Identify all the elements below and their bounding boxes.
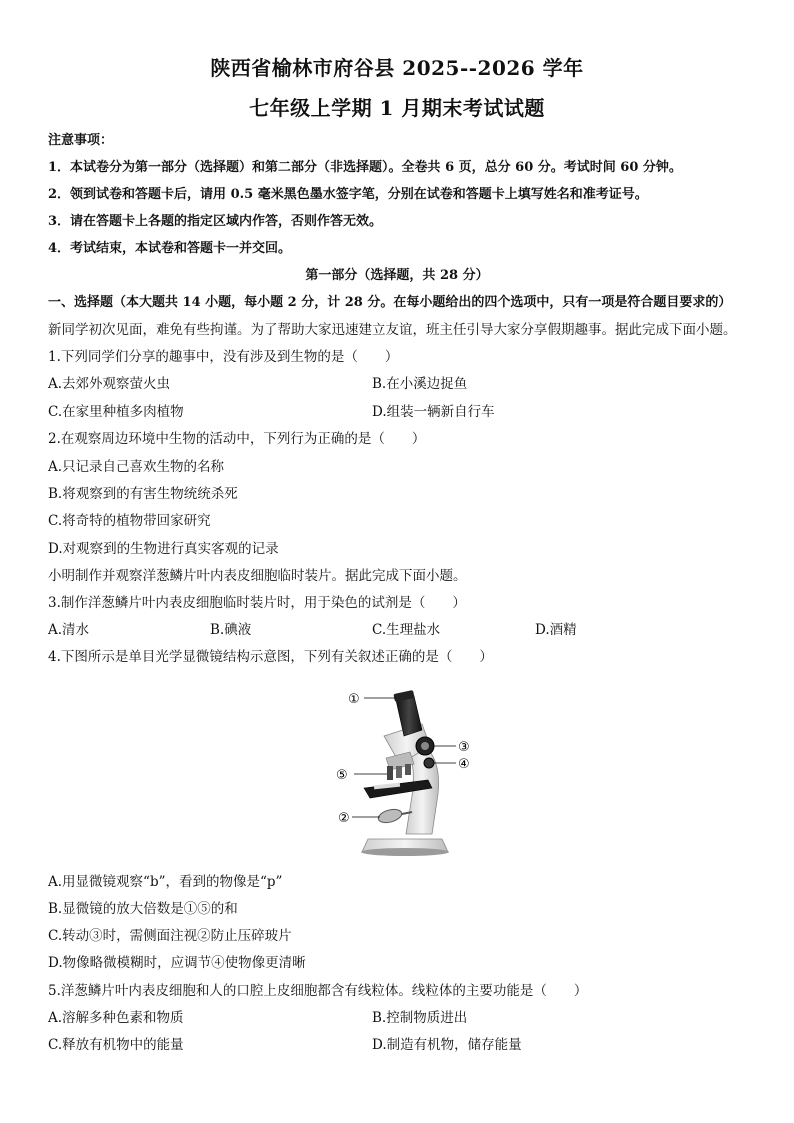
q1-option-c: C.在家里种植多肉植物 — [48, 404, 184, 420]
q4-option-b: B.显微镜的放大倍数是①⑤的和 — [48, 901, 238, 917]
label-1: ① — [348, 692, 360, 707]
q5-option-a: A.溶解多种色素和物质 — [48, 1010, 184, 1026]
q4-option-a: A.用显微镜观察“b”，看到的物像是“p” — [48, 874, 283, 890]
note-item-1: 1．本试卷分为第一部分（选择题）和第二部分（非选择题）。全卷共 6 页，总分 60 分。考试时间 60 分钟。 — [48, 160, 682, 175]
microscope-figure — [330, 684, 480, 859]
q4-option-d: D.物像略微模糊时，应调节④使物像更清晰 — [48, 955, 306, 971]
note-item-3: 3．请在答题卡上各题的指定区域内作答，否则作答无效。 — [48, 214, 383, 229]
notes-heading: 注意事项： — [48, 133, 114, 148]
q1-option-b: B.在小溪边捉鱼 — [372, 376, 468, 392]
q4-option-c: C.转动③时，需侧面注视②防止压碎玻片 — [48, 928, 292, 944]
microscope-illustration — [330, 684, 480, 859]
section-instruction: 一、选择题（本大题共 14 小题，每小题 2 分，计 28 分。在每小题给出的四个选项中，只有一项是符合题目要求的） — [48, 295, 732, 310]
label-3: ③ — [458, 740, 470, 755]
note-item-2: 2．领到试卷和答题卡后，请用 0.5 毫米黑色墨水签字笔，分别在试卷和答题卡上填写姓名和准考证号。 — [48, 187, 648, 202]
question-4-stem: 4.下图所示是单目光学显微镜结构示意图，下列有关叙述正确的是（ ） — [48, 649, 493, 665]
q3-option-c: C.生理盐水 — [372, 622, 441, 638]
q3-option-b: B.碘液 — [210, 622, 252, 638]
question-3-stem: 3.制作洋葱鳞片叶内表皮细胞临时装片时，用于染色的试剂是（ ） — [48, 595, 466, 611]
intro-paragraph-2: 小明制作并观察洋葱鳞片叶内表皮细胞临时装片。据此完成下面小题。 — [48, 568, 467, 584]
q2-option-d: D.对观察到的生物进行真实客观的记录 — [48, 541, 279, 557]
label-2: ② — [338, 811, 350, 826]
label-4: ④ — [458, 757, 470, 772]
q3-option-a: A.清水 — [48, 622, 90, 638]
note-item-4: 4．考试结束，本试卷和答题卡一并交回。 — [48, 241, 292, 256]
q2-option-b: B.将观察到的有害生物统统杀死 — [48, 486, 238, 502]
q5-option-d: D.制造有机物，储存能量 — [372, 1037, 522, 1053]
q1-option-a: A.去郊外观察萤火虫 — [48, 376, 171, 392]
question-2-stem: 2.在观察周边环境中生物的活动中，下列行为正确的是（ ） — [48, 431, 426, 447]
label-5: ⑤ — [336, 768, 348, 783]
q3-option-d: D.酒精 — [535, 622, 577, 638]
part1-heading: 第一部分（选择题，共 28 分） — [305, 268, 489, 283]
exam-title-line2: 七年级上学期 1 月期末考试试题 — [249, 96, 545, 120]
q2-option-a: A.只记录自己喜欢生物的名称 — [48, 459, 225, 475]
question-1-stem: 1.下列同学们分享的趣事中，没有涉及到生物的是（ ） — [48, 349, 399, 365]
intro-paragraph-1: 新同学初次见面，难免有些拘谨。为了帮助大家迅速建立友谊，班主任引导大家分享假期趣事。据此完成下面小题。 — [48, 322, 737, 338]
question-5-stem: 5.洋葱鳞片叶内表皮细胞和人的口腔上皮细胞都含有线粒体。线粒体的主要功能是（ ） — [48, 983, 588, 999]
q5-option-b: B.控制物质进出 — [372, 1010, 468, 1026]
q1-option-d: D.组装一辆新自行车 — [372, 404, 495, 420]
q2-option-c: C.将奇特的植物带回家研究 — [48, 513, 211, 529]
q5-option-c: C.释放有机物中的能量 — [48, 1037, 184, 1053]
exam-title-line1: 陕西省榆林市府谷县 2025--2026 学年 — [210, 56, 584, 80]
